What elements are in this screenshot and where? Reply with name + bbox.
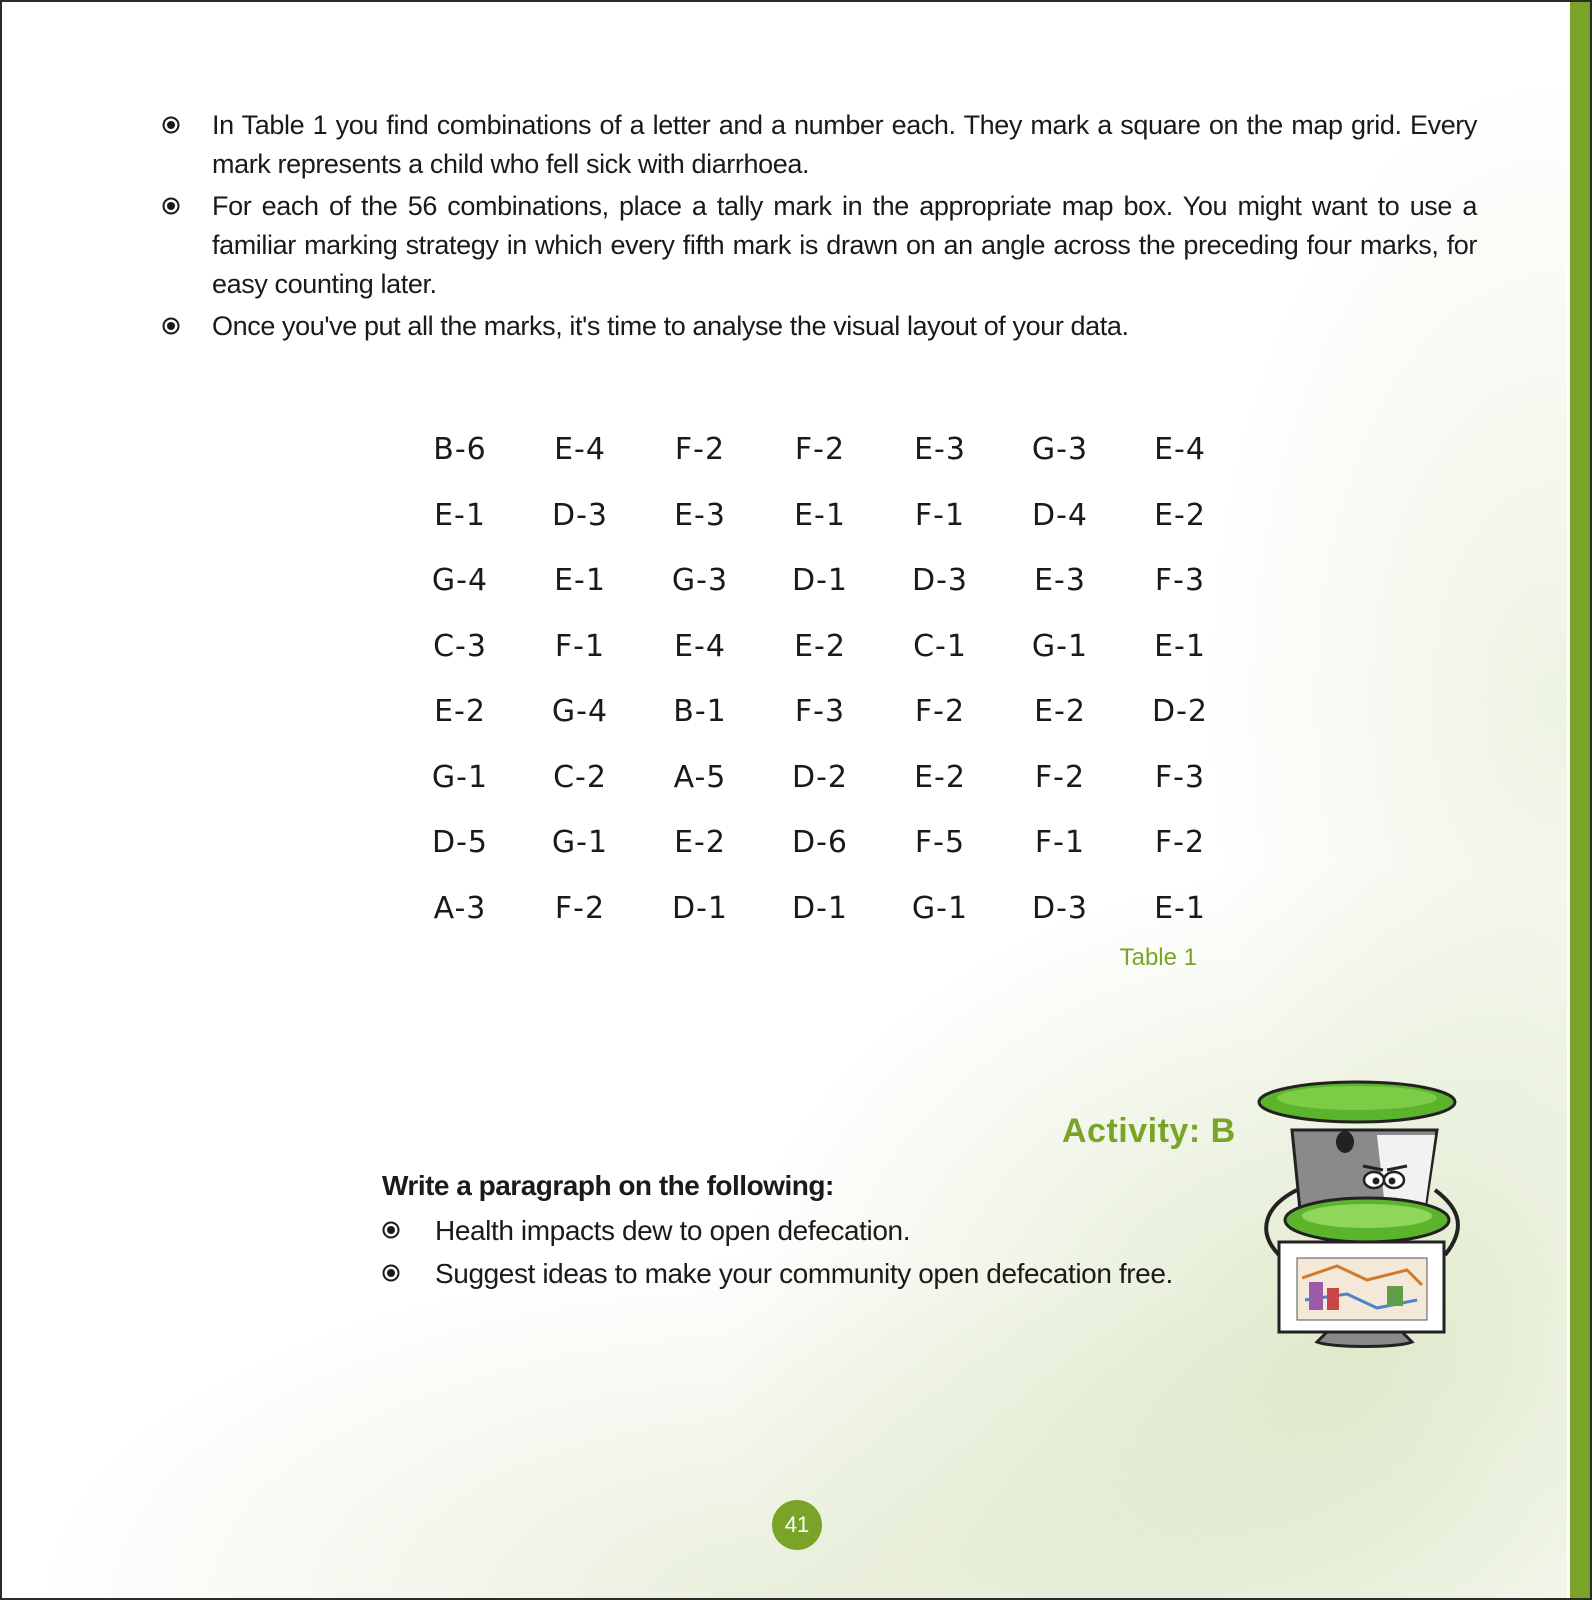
table-cell: D-1 bbox=[671, 890, 728, 926]
toilet-mascot-icon bbox=[1257, 1080, 1487, 1348]
table-cell: F-1 bbox=[1034, 825, 1086, 860]
table-cell: D-3 bbox=[1031, 890, 1088, 926]
bullet-icon bbox=[382, 1264, 400, 1282]
table-cell: G-3 bbox=[1031, 432, 1089, 467]
page-number: 41 bbox=[772, 1500, 822, 1550]
table-cell: F-1 bbox=[554, 628, 606, 664]
table-cell: E-4 bbox=[1154, 432, 1206, 467]
table-cell: E-4 bbox=[554, 432, 606, 467]
table-cell: E-2 bbox=[794, 628, 846, 664]
instruction-item bbox=[162, 187, 1477, 304]
table-cell: E-1 bbox=[1154, 890, 1206, 926]
table-cell: G-4 bbox=[431, 563, 489, 598]
table-cell: F-2 bbox=[1034, 759, 1086, 795]
table-cell: E-1 bbox=[554, 563, 606, 598]
table-cell: D-1 bbox=[791, 890, 848, 926]
table-cell: G-3 bbox=[671, 563, 729, 598]
table-cell: E-3 bbox=[674, 497, 726, 533]
bullet-icon bbox=[162, 317, 180, 335]
table-cell: F-5 bbox=[914, 825, 966, 860]
table-cell: G-1 bbox=[1031, 628, 1089, 664]
table-cell: D-2 bbox=[1151, 694, 1208, 729]
activity-item-text: Health impacts dew to open defecation. bbox=[435, 1215, 911, 1246]
table-cell: D-3 bbox=[551, 497, 608, 533]
table-cell: D-5 bbox=[431, 825, 488, 860]
instruction-text: For each of the 56 combinations, place a tally mark in the appropriate map box. You might want to use a familiar marking strategy in which every fifth mark is drawn on an angle across the preceding four marks, for easy counting later. bbox=[212, 191, 1477, 299]
table-cell: F-3 bbox=[1154, 759, 1206, 795]
activity-item bbox=[382, 1209, 1282, 1252]
table-cell: E-1 bbox=[434, 497, 486, 533]
table-cell: C-2 bbox=[553, 759, 607, 795]
table-cell: G-1 bbox=[431, 759, 489, 795]
combination-table bbox=[400, 428, 1240, 952]
table-cell: F-2 bbox=[674, 432, 726, 467]
table-cell: E-4 bbox=[674, 628, 726, 664]
table-cell: E-3 bbox=[914, 432, 966, 467]
table-cell: F-2 bbox=[914, 694, 966, 729]
table-cell: G-1 bbox=[551, 825, 609, 860]
table-cell: B-6 bbox=[433, 432, 487, 467]
table-cell: F-1 bbox=[914, 497, 966, 533]
table-cell: C-3 bbox=[433, 628, 487, 664]
instruction-text: In Table 1 you find combinations of a letter and a number each. They mark a square on the map grid. Every mark represents a child who fell sick with diarrhoea. bbox=[212, 110, 1477, 179]
green-side-strip bbox=[1570, 2, 1590, 1598]
table-cell: D-3 bbox=[911, 563, 968, 598]
bullet-icon bbox=[382, 1221, 400, 1239]
instruction-text: Once you've put all the marks, it's time to analyse the visual layout of your data. bbox=[212, 311, 1129, 341]
table-cell: B-1 bbox=[673, 694, 727, 729]
table-cell: D-1 bbox=[791, 563, 848, 598]
table-cell: E-2 bbox=[1154, 497, 1206, 533]
table-cell: D-4 bbox=[1031, 497, 1088, 533]
activity-list bbox=[382, 1209, 1282, 1295]
instruction-item bbox=[162, 106, 1477, 184]
table-caption: Table 1 bbox=[1119, 944, 1197, 971]
table-cell: E-2 bbox=[1034, 694, 1086, 729]
table-cell: E-2 bbox=[434, 694, 486, 729]
activity-heading: Write a paragraph on the following: bbox=[382, 1170, 834, 1201]
table-cell: E-1 bbox=[794, 497, 846, 533]
table-cell: C-1 bbox=[913, 628, 967, 664]
instruction-list bbox=[162, 106, 1477, 349]
activity-title: Activity: B bbox=[1062, 1112, 1236, 1150]
table-cell: F-2 bbox=[794, 432, 846, 467]
table-cell: F-3 bbox=[794, 694, 846, 729]
table-cell: D-6 bbox=[791, 825, 848, 860]
instruction-item bbox=[162, 307, 1477, 346]
table-cell: F-3 bbox=[1154, 563, 1206, 598]
table-cell: F-2 bbox=[554, 890, 606, 926]
table-cell: G-4 bbox=[551, 694, 609, 729]
table-cell: D-2 bbox=[791, 759, 848, 795]
activity-item bbox=[382, 1252, 1282, 1295]
table-cell: A-5 bbox=[673, 759, 727, 795]
activity-item-text: Suggest ideas to make your community open defecation free. bbox=[435, 1258, 1173, 1289]
table-cell: E-1 bbox=[1154, 628, 1206, 664]
bullet-icon bbox=[162, 197, 180, 215]
table-cell: E-3 bbox=[1034, 563, 1086, 598]
table-cell: E-2 bbox=[914, 759, 966, 795]
table-cell: E-2 bbox=[674, 825, 726, 860]
table-cell: G-1 bbox=[911, 890, 969, 926]
table-cell: F-2 bbox=[1154, 825, 1206, 860]
bullet-icon bbox=[162, 116, 180, 134]
table-cell: A-3 bbox=[433, 890, 487, 926]
